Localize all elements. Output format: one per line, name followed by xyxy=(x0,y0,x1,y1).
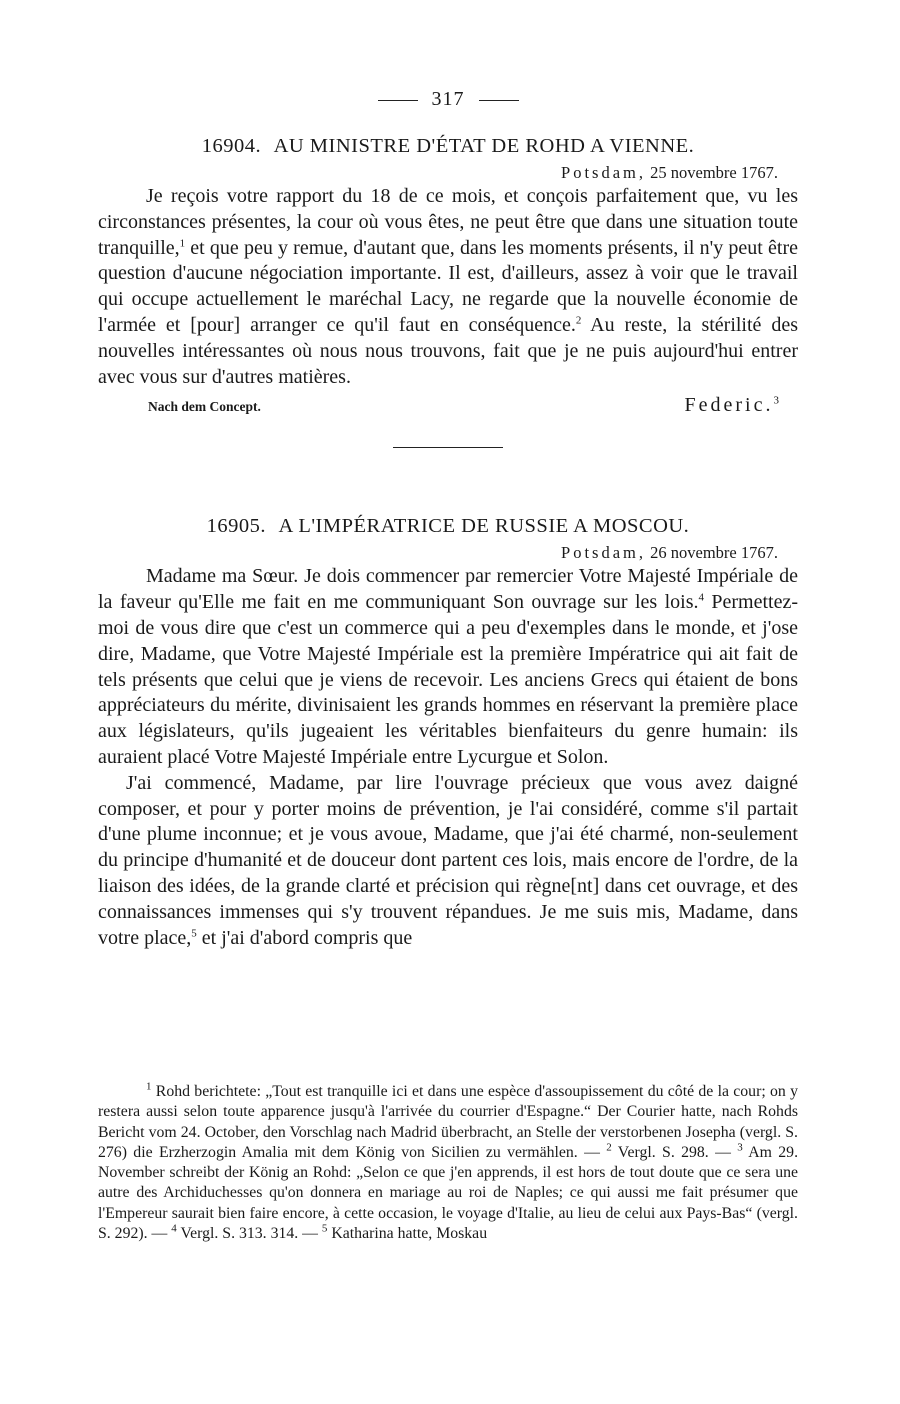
letter2-dateline xyxy=(98,542,798,564)
letter1-signature xyxy=(685,394,782,417)
letter2-body xyxy=(98,564,798,951)
letter1-text-start: Je reçois votre rapport du 18 de ce mois, et conçois parfaitement que, vu les circonstances présentes, la cour où vous êtes, ne peut être que dans une situation toute tranquille, xyxy=(98,185,798,259)
footnote-ref-5: 5 xyxy=(191,926,197,939)
footnotes xyxy=(98,1082,798,1244)
footnote-marker-4: 4 xyxy=(171,1222,177,1235)
footnote-marker-3: 3 xyxy=(737,1141,743,1154)
footnote-ref-1: 1 xyxy=(179,236,186,249)
letter2-p1-end: Permettez-moi de vous dire que c'est un commerce qui a peu d'exemples dans le monde, et j'ose dire, Madame, que Votre Majesté Impériale est la première Impératrice qui ait fait de tels présents que celui que je viens de recevoir. Les anciens Grecs qui étaient de bons appréciateurs du mérite, divinisaient les grands hommes en réservant la première place aux législateurs, qu'ils jugeaient les véritables bienfaiteurs du genre humain: ils auraient placé Votre Majesté Impériale entre Lycurgue et Solon. xyxy=(98,591,798,768)
footnote-text-1: Rohd berichtete: „Tout est tranquille ici et dans une espèce d'assoupissement du côté de la cour; on y restera aussi selon toute apparence jusqu'à l'arrivée du courrier d'Espagne.“ Der Courier hatte, nach Rohds Bericht vom 24. October, den Vorschlag nach Madrid überbracht, an Stelle der verstorbenen Josepha (vergl. S. 276) die Erzherzogin Amalia mit dem König von Sicilien zu vermählen. — xyxy=(98,1083,798,1161)
letter1-body xyxy=(98,184,798,390)
letter2-title: A L'IMPÉRATRICE DE RUSSIE A MOSCOU. xyxy=(278,515,690,538)
footnote-text-3: Am 29. November schreibt der König an Rohd: „Selon ce que j'en apprends, il est hors de tout doute que ce sera une autre des Archiduchesses qu'on donnera en mariage au roi de Naples; ce qui aussi me fait présumer que l'Empereur saurait bien faire encore, à cette occasion, le voyage d'Italie, au lieu de celui aux Pays-Bas“ (vergl. S. 292). — xyxy=(98,1143,799,1243)
letter1-source: Nach dem Concept. xyxy=(148,399,261,415)
page-body xyxy=(98,88,798,951)
footnote-ref-3: 3 xyxy=(773,394,782,407)
letter2-paragraph-1 xyxy=(98,564,798,770)
letter1-signature-line xyxy=(98,394,798,417)
letter2-place: Potsdam, xyxy=(561,543,647,563)
letter1-text-end: Au reste, la stérilité des nouvelles intéressantes où nous nous trouvons, fait que je ne puis aujourd'hui entrer avec vous sur d'autres matières. xyxy=(98,313,798,388)
letter1-place: Potsdam, xyxy=(561,163,647,182)
footnote-marker-2: 2 xyxy=(606,1141,612,1154)
letter2-heading xyxy=(98,512,798,540)
letter2-number: 16905. xyxy=(206,515,267,538)
letter2-paragraph-2 xyxy=(98,771,798,952)
letter1-date: 25 novembre 1767. xyxy=(650,163,778,182)
footnote-marker-5: 5 xyxy=(321,1222,328,1235)
page-number-header xyxy=(98,88,798,118)
footnote-ref-4: 4 xyxy=(698,591,704,604)
footnote-ref-2: 2 xyxy=(575,314,582,327)
letter1-number: 16904. xyxy=(201,135,262,157)
left-dash xyxy=(378,100,418,101)
footnote-text-5: Katharina hatte, Moskau xyxy=(327,1225,488,1243)
footnote-text-2: Vergl. S. 298. — xyxy=(611,1143,731,1161)
letter2-p2-end: et j'ai d'abord compris que xyxy=(196,926,413,949)
letter2-p1-start: Madame ma Sœur. Je dois commencer par remercier Votre Majesté Impériale de la faveur qu'Elle me fait en me communiquant Son ouvrage sur les lois. xyxy=(98,565,798,614)
right-dash xyxy=(479,100,519,101)
letter2-date: 26 novembre 1767. xyxy=(650,543,778,563)
letter2-p2-start: J'ai commencé, Madame, par lire l'ouvrage précieux que vous avez daigné composer, et pour y porter moins de prévention, je l'ai considéré, comme s'il partait d'une plume inconnue; et je vous avoue, Madame, que j'ai été charmé, non-seulement du principe d'humanité et de douceur dont partent ces lois, mais encore de l'ordre, de la liaison des idées, de la grande clarté et précision qui règne[nt] dans cet ouvrage, et des connaissances immenses qui s'y trouvent répandues. Je me suis mis, Madame, dans votre place, xyxy=(98,771,798,949)
footnote-text-4: Vergl. S. 313. 314. — xyxy=(176,1225,318,1243)
footnote-marker-1: 1 xyxy=(146,1080,152,1093)
letter1-heading xyxy=(98,132,798,160)
letter1-signature-name: Federic. xyxy=(684,394,774,417)
page-number: 317 xyxy=(431,88,465,110)
footnote-block xyxy=(98,1082,798,1244)
letter1-paragraph xyxy=(98,184,798,390)
letter1-title: AU MINISTRE D'ÉTAT DE ROHD A VIENNE. xyxy=(273,135,695,157)
letter1-text-mid: et que peu y remue, d'autant que, dans les moments présents, il n'y peut être question d'aucune négociation importante. Il est, d'ailleurs, assez à voir que le travail qui occupe actuellement le maréchal Lacy, ne regarde que la nouvelle économie de l'armée et [pour] arranger ce qu'il faut en conséquence. xyxy=(98,236,798,336)
letter1-dateline xyxy=(98,162,798,184)
